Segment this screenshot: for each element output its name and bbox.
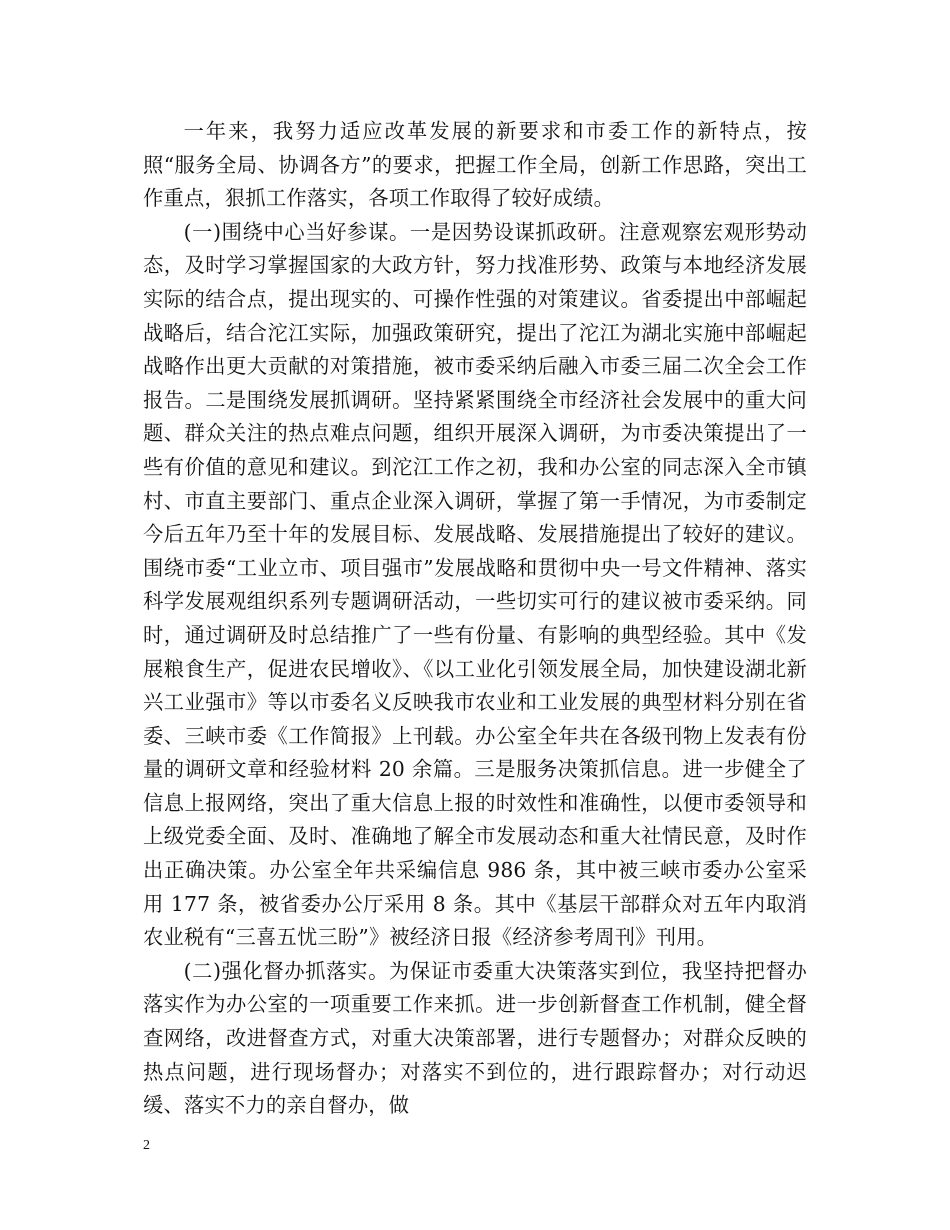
paragraph-section-two: (二)强化督办抓落实。为保证市委重大决策落实到位，我坚持把督办落实作为办公室的一项重要工作来抓。进一步创新督查工作机制，健全督查网络，改进督查方式，对重大决策部署，进行专题督办；对群众反映的热点问题，进行现场督办；对落实不到位的，进行跟踪督办；对行动迟缓、落实不力的亲自督办，做 bbox=[143, 958, 807, 1118]
paragraph-intro: 一年来，我努力适应改革发展的新要求和市委工作的新特点，按照“服务全局、协调各方”的要求，把握工作全局，创新工作思路，突出工作重点，狠抓工作落实，各项工作取得了较好成绩。 bbox=[143, 119, 807, 211]
page-number: 2 bbox=[143, 1138, 150, 1153]
document-body bbox=[143, 115, 807, 1123]
paragraph-section-one: (一)围绕中心当好参谋。一是因势设谋抓政研。注意观察宏观形势动态，及时学习掌握国家的大政方针，努力找准形势、政策与本地经济发展实际的结合点，提出现实的、可操作性强的对策建议。省委提出中部崛起战略后，结合沱江实际，加强政策研究，提出了沱江为湖北实施中部崛起战略作出更大贡献的对策措施，被市委采纳后融入市委三届二次全会工作报告。二是围绕发展抓调研。坚持紧紧围绕全市经济社会发展中的重大问题、群众关注的热点难点问题，组织开展深入调研，为市委决策提出了一些有价值的意见和建议。到沱江工作之初，我和办公室的同志深入全市镇村、市直主要部门、重点企业深入调研，掌握了第一手情况，为市委制定今后五年乃至十年的发展目标、发展战略、发展措施提出了较好的建议。围绕市委“工业立市、项目强市”发展战略和贯彻中央一号文件精神、落实科学发展观组织系列专题调研活动，一些切实可行的建议被市委采纳。同时，通过调研及时总结推广了一些有份量、有影响的典型经验。其中《发展粮食生产，促进农民增收》、《以工业化引领发展全局，加快建设湖北新兴工业强市》等以市委名义反映我市农业和工业发展的典型材料分别在省委、三峡市委《工作简报》上刊载。办公室全年共在各级刊物上发表有份量的调研文章和经验材料 20 余篇。三是服务决策抓信息。进一步健全了信息上报网络，突出了重大信息上报的时效性和准确性，以便市委领导和上级党委全面、及时、准确地了解全市发展动态和重大社情民意，及时作出正确决策。办公室全年共采编信息 986 条，其中被三峡市委办公室采用 177 条，被省委办公厅采用 8 条。其中《基层干部群众对五年内取消农业税有“三喜五忧三盼”》被经济日报《经济参考周刊》刊用。 bbox=[143, 219, 807, 950]
